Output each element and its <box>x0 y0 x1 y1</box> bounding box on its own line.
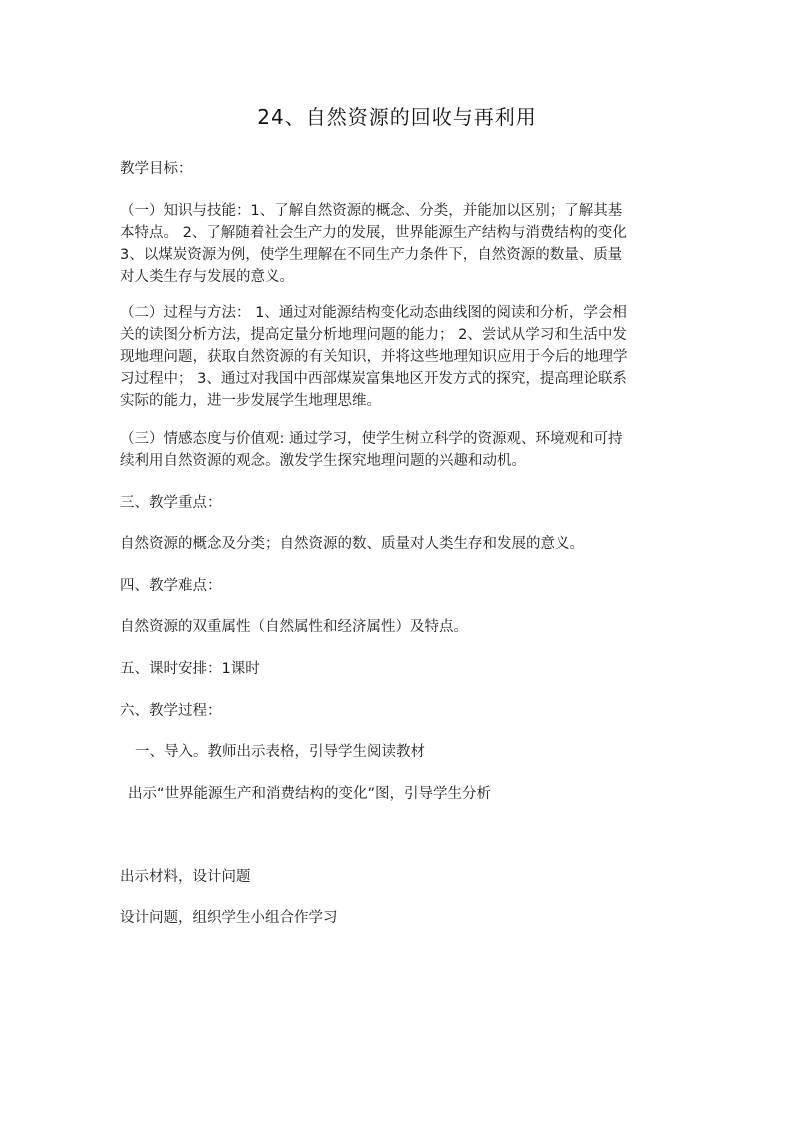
process-line-2: 关的读图分析方法，提高定量分析地理问题的能力； 2、尝试从学习和生活中发 <box>120 327 627 343</box>
process-line-3: 现地理问题，获取自然资源的有关知识，并将这些地理知识应用于今后的地理学 <box>120 349 628 365</box>
process-line-4: 习过程中； 3、通过对我国中西部煤炭富集地区开发方式的探究，提高理论联系 <box>120 371 627 387</box>
difficulties-text: 自然资源的双重属性（自然属性和经济属性）及特点。 <box>120 619 468 635</box>
attitude-line-1: （三）情感态度与价值观: 通过学习，使学生树立科学的资源观、环境观和可持 <box>120 431 623 447</box>
knowledge-line-4: 对人类生存与发展的意义。 <box>120 269 294 285</box>
key-points-text: 自然资源的概念及分类；自然资源的数、质量对人类生存和发展的意义。 <box>120 536 584 552</box>
procedure-heading: 六、教学过程： <box>120 703 222 719</box>
step-chart: 出示“世界能源生产和消费结构的变化”图，引导学生分析 <box>128 786 492 802</box>
step-intro: 一、导入。教师出示表格，引导学生阅读教材 <box>135 744 425 760</box>
step-material: 出示材料，设计问题 <box>120 869 251 885</box>
difficulties-heading: 四、教学难点： <box>120 578 222 594</box>
step-group: 设计问题，组织学生小组合作学习 <box>120 910 338 926</box>
knowledge-line-3: 3、以煤炭资源为例，使学生理解在不同生产力条件下，自然资源的数量、质量 <box>120 247 623 263</box>
knowledge-line-1: （一）知识与技能：1、了解自然资源的概念、分类，并能加以区别；了解其基 <box>120 203 623 219</box>
key-points-heading: 三、教学重点： <box>120 495 222 511</box>
knowledge-line-2: 本特点。 2、了解随着社会生产力的发展，世界能源生产结构与消费结构的变化 <box>120 225 627 241</box>
objectives-heading: 教学目标： <box>120 161 193 177</box>
attitude-line-2: 续利用自然资源的观念。激发学生探究地理问题的兴趣和动机。 <box>120 453 526 469</box>
process-line-5: 实际的能力，进一步发展学生地理思维。 <box>120 393 381 409</box>
process-line-1: （二）过程与方法： 1、通过对能源结构变化动态曲线图的阅读和分析，学会相 <box>120 305 627 321</box>
document-title: 24、自然资源的回收与再利用 <box>257 105 537 129</box>
schedule-line: 五、课时安排：1课时 <box>120 661 260 677</box>
